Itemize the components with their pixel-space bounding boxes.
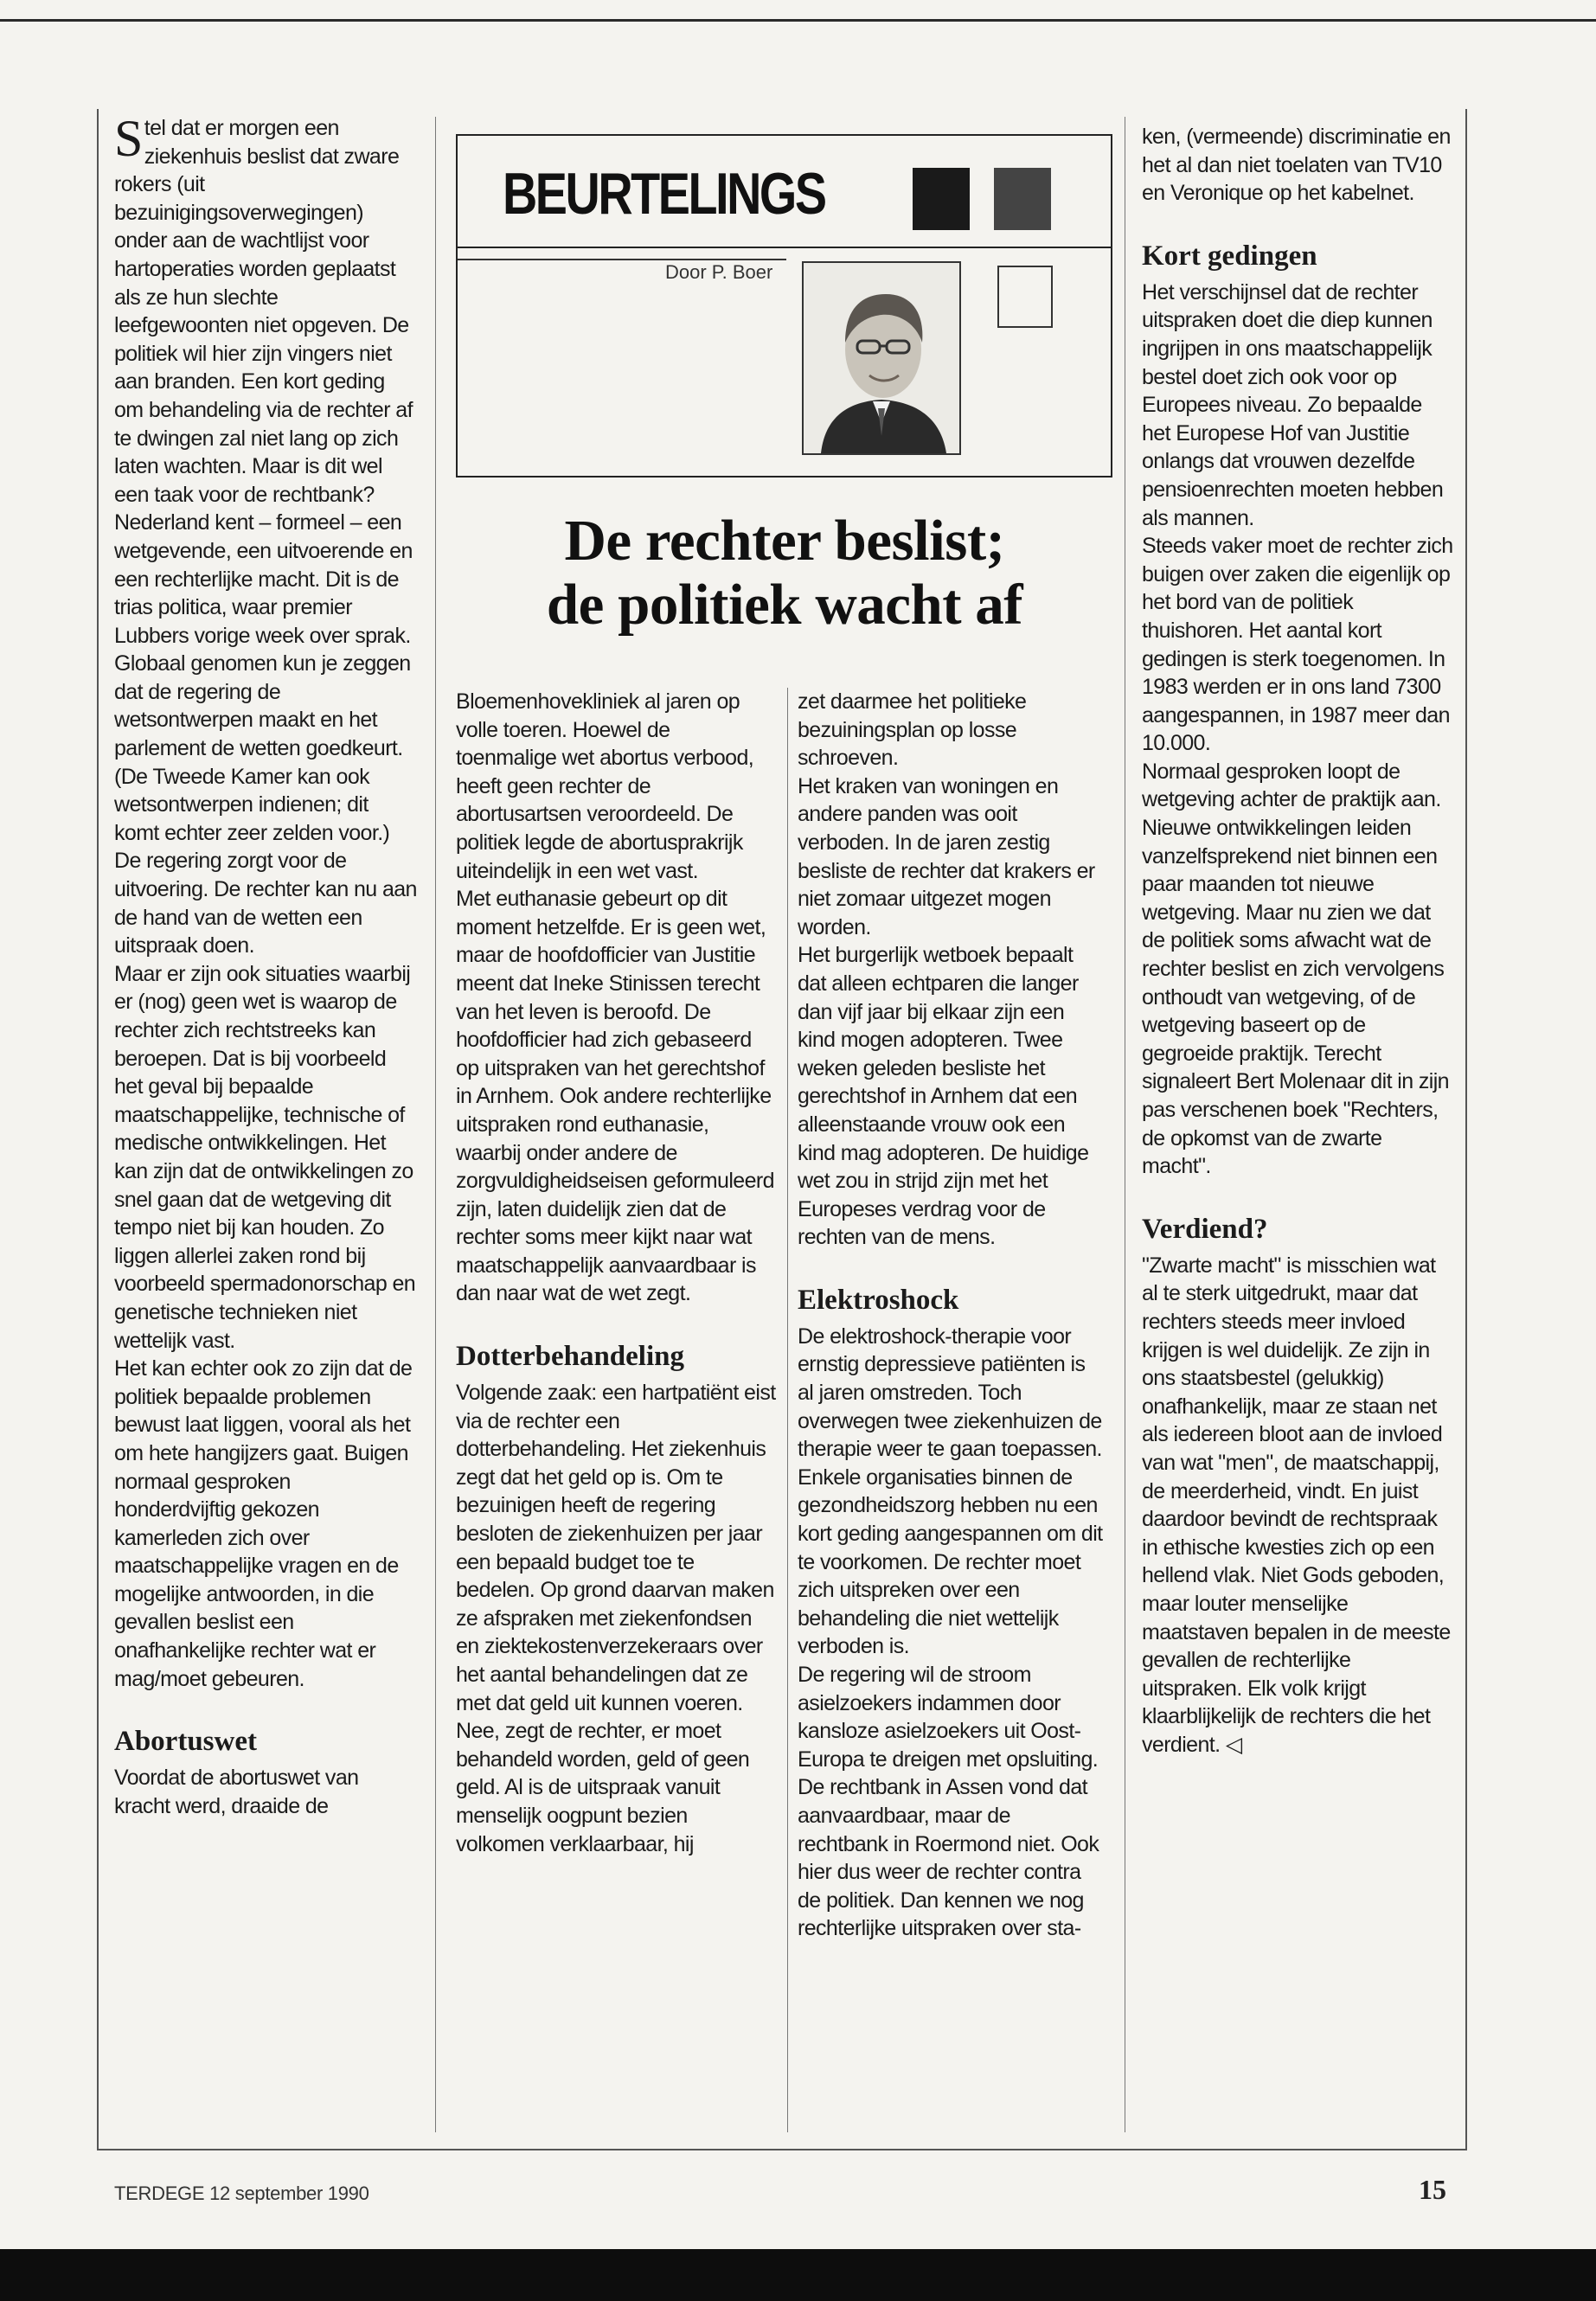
column-4	[1142, 123, 1453, 1759]
dark-square-icon	[994, 168, 1051, 230]
column-divider	[787, 688, 788, 2132]
footer-publication	[114, 2182, 369, 2205]
column-2	[456, 688, 776, 1858]
dropcap: S	[114, 110, 143, 167]
paragraph: Volgende zaak: een hartpatiënt eist via de rechter een dotterbehandeling. Het ziekenhuis zegt dat het geld op is. Om te bezuinigen heeft de regering besloten de ziekenhuizen per jaar een bepaald budget toe te bedelen. Op grond daarvan maken ze afspraken met ziekenfondsen en ziektekostenverzekeraars over het aantal behandelingen dat ze met dat geld uit kunnen voeren. Nee, zegt de rechter, er moet behandeld worden, geld of geen geld. Al is de uitspraak vanuit menselijk oogpunt bezien volkomen verklaarbaar, hij	[456, 1381, 776, 1856]
subheading-abortuswet: Abortuswet	[114, 1726, 257, 1758]
paragraph: Het kan echter ook zo zijn dat de politiek bepaalde problemen bewust laat liggen, vooral als het om hete hangijzers gaat. Buigen normaal gesproken honderdvijftig gekozen kamerleden zich over maatschappelijke vragen en de mogelijke antwoorden, in die gevallen beslist een onafhankelijke rechter wat er mag/moet gebeuren.	[114, 1356, 413, 1691]
headline	[456, 509, 1113, 637]
empty-square-icon	[997, 266, 1053, 328]
paragraph: ken, (vermeende) discriminatie en het al dan niet toelaten van TV10 en Veronique op het kabelnet.	[1142, 125, 1451, 206]
magazine-name: TERDEGE	[114, 2182, 205, 2204]
top-rule	[0, 19, 1596, 22]
black-square-icon	[913, 168, 970, 230]
paragraph: Steeds vaker moet de rechter zich buigen over zaken die eigenlijk op het bord van de politiek thuishoren. Het aantal kort gedingen is sterk toegenomen. In 1983 werden er in ons land 7300 aangespannen, in 1987 meer dan 10.000.	[1142, 534, 1453, 756]
scan-edge-band	[0, 2249, 1596, 2301]
paragraph: Het verschijnsel dat de rechter uitspraken doet die diep kunnen ingrijpen in ons maatschappelijk bestel doet zich ook voor op Europees niveau. Zo bepaalde het Europese Hof van Justitie onlangs dat vrouwen dezelfde pensioenrechten moeten hebben als mannen.	[1142, 279, 1444, 530]
headline-line-2: de politiek wacht af	[546, 573, 1023, 637]
paragraph: De elektroshock-therapie voor ernstig depressieve patiënten is al jaren omstreden. Toch overwegen twee ziekenhuizen de therapie weer te gaan toepassen. Enkele organisaties binnen de gezondheidszorg hebben nu een kort geding aangespannen om dit te voorkomen. De rechter moet zich uitspreken over een behandeling die niet wettelijk verboden is.	[798, 1324, 1103, 1659]
masthead	[458, 136, 1111, 248]
byline-rule	[458, 259, 786, 260]
column-1	[114, 110, 417, 1820]
column-title: BEURTELINGS	[503, 161, 825, 227]
issue-date: 12 september 1990	[209, 2182, 369, 2204]
paragraph: Nederland kent – formeel – een wetgevende, een uitvoerende en een rechterlijke macht. Dit is de trias politica, waar premier Lubbers vorige week over sprak. Globaal genomen kun je zeggen dat de regering de wetsontwerpen maakt en het parlement de wetten goedkeurt. (De Tweede Kamer kan ook wetsontwerpen indienen; dit komt echter zeer zelden voor.) De regering zorgt voor de uitvoering. De rechter kan nu aan de hand van de wetten een uitspraak doen.	[114, 510, 417, 958]
author-portrait	[802, 261, 961, 455]
paragraph: Maar er zijn ook situaties waarbij er (nog) geen wet is waarop de rechter zich rechtstreeks kan beroepen. Dat is bij voorbeeld het geval bij bepaalde maatschappelijke, technische of medische ontwikkelingen. Het kan zijn dat de ontwikkelingen zo snel gaan dat de wetgeving dit tempo niet bij kan houden. Zo liggen allerlei zaken rond bij voorbeeld spermadonorschap en genetische technieken niet wettelijk vast.	[114, 961, 416, 1353]
paragraph: "Zwarte macht" is misschien wat al te sterk uitgedrukt, maar dat rechters steeds meer invloed krijgen is wel duidelijk. Ze zijn in ons staatsbestel (gelukkig) onafhankelijk, maar ze staan net als iedereen bloot aan de invloed van wat "men", de maatschappij, de meerderheid, vindt. En juist daardoor bevindt de rechtspraak in ethische kwesties zich op een hellend vlak. Niet Gods geboden, maar louter menselijke maatstaven bepalen in de meeste gevallen de rechterlijke uitspraken. Elk volk krijgt klaarblijkelijk de rechters die het verdient. ◁	[1142, 1253, 1451, 1757]
subheading-verdiend: Verdiend?	[1142, 1213, 1268, 1245]
paragraph: Stel dat er morgen een ziekenhuis beslist dat zware rokers (uit bezuinigingsoverwegingen) onder aan de wachtlijst voor hartoperaties worden geplaatst als ze hun slechte leefgewoonten niet opgeven. De politiek wil hier zijn vingers niet aan branden. Een kort geding om behandeling via de rechter af te dwingen zal niet lang op zich laten wachten. Maar is dit wel een taak voor de rechtbank?	[114, 110, 413, 507]
paragraph: zet daarmee het politieke bezuiningsplan op losse schroeven.	[798, 689, 1027, 771]
end-mark-icon: ◁	[1225, 1732, 1242, 1757]
paragraph: Met euthanasie gebeurt op dit moment hetzelfde. Er is geen wet, maar de hoofdofficier van Justitie meent dat Ineke Stinissen terecht van het leven is beroofd. De hoofdofficier had zich gebaseerd op uitspraken van het gerechtshof in Arnhem. Ook andere rechterlijke uitspraken rond euthanasie, waarbij onder andere de zorgvuldigheidseisen geformuleerd zijn, laten duidelijk zien dat de rechter soms meer kijkt naar wat maatschappelijk aanvaardbaar is dan naar wat de wet zegt.	[456, 887, 774, 1306]
paragraph: Normaal gesproken loopt de wetgeving achter de praktijk aan. Nieuwe ontwikkelingen leiden vanzelfsprekend niet binnen een paar maanden tot nieuwe wetgeving. Maar nu zien we dat de politiek soms afwacht wat de rechter beslist en zich vervolgens onthoudt van wetgeving, of de wetgeving baseert op de gegroeide praktijk. Terecht signaleert Bert Molenaar dit in zijn pas verschenen boek "Rechters, de opkomst van de zwarte macht".	[1142, 759, 1449, 1179]
paragraph: Het kraken van woningen en andere panden was ooit verboden. In de jaren zestig besliste de rechter dat krakers er niet zomaar uitgezet mogen worden.	[798, 773, 1095, 939]
column-3	[798, 688, 1105, 1943]
paragraph: Het burgerlijk wetboek bepaalt dat alleen echtparen die langer dan vijf jaar bij elkaar zijn een kind mogen adopteren. Twee weken geleden besliste het gerechtshof in Arnhem dat een alleenstaande vrouw ook een kind mag adopteren. De huidige wet zou in strijd zijn met het Europeses verdrag voor de rechten van de mens.	[798, 943, 1089, 1250]
paragraph: Voordat de abortuswet van kracht werd, draaide de	[114, 1766, 359, 1818]
page-number: 15	[1419, 2174, 1446, 2205]
portrait-illustration	[804, 263, 959, 453]
paragraph: Bloemenhovekliniek al jaren op volle toeren. Hoewel de toenmalige wet abortus verbood, heeft geen rechter de abortusartsen veroordeeld. De politiek legde de abortusprakrijk uiteindelijk in een wet vast.	[456, 689, 754, 883]
subheading-dotterbehandeling: Dotterbehandeling	[456, 1341, 684, 1373]
column-divider	[435, 117, 436, 2132]
subheading-elektroshock: Elektroshock	[798, 1284, 959, 1316]
headline-line-1: De rechter beslist;	[564, 509, 1005, 573]
column-masthead-box	[456, 134, 1112, 478]
paragraph: De regering wil de stroom asielzoekers indammen door kansloze asielzoekers uit Oost-Europa te dreigen met opsluiting. De rechtbank in Assen vond dat aanvaardbaar, maar de rechtbank in Roermond niet. Ook hier dus weer de rechter contra de politiek. Dan kennen we nog rechterlijke uitspraken over sta-	[798, 1663, 1099, 1941]
subheading-kort-gedingen: Kort gedingen	[1142, 240, 1317, 272]
byline: Door P. Boer	[665, 261, 773, 283]
